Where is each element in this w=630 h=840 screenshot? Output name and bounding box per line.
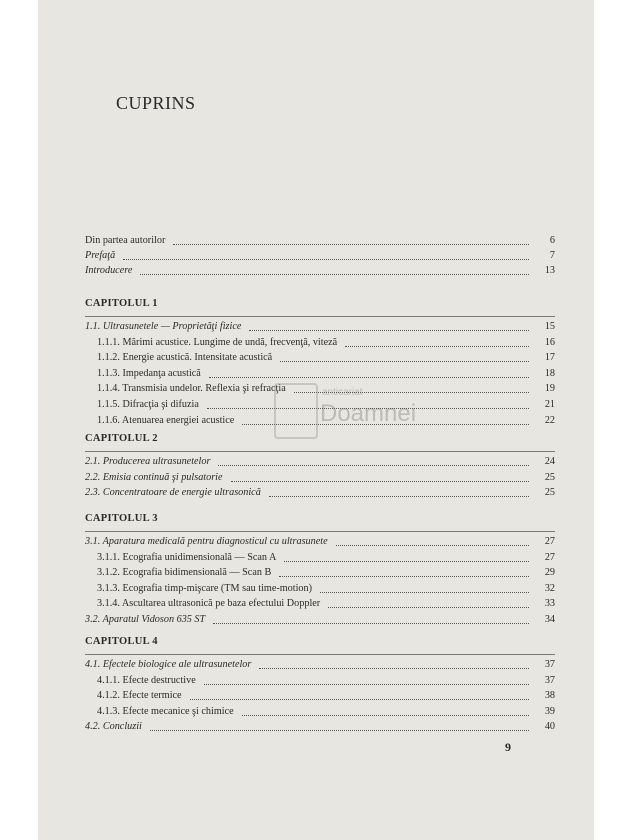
dot-leader bbox=[328, 598, 529, 608]
toc-entry-page: 17 bbox=[544, 352, 555, 364]
toc-entry-label: 3.1.2. Ecografia bidimensională — Scan B bbox=[97, 567, 272, 579]
toc-entry-label: Prefaţă bbox=[85, 250, 116, 262]
toc-entry-label: 4.2. Concluzii bbox=[85, 721, 142, 733]
dot-leader bbox=[279, 567, 529, 577]
toc-entry bbox=[97, 367, 555, 381]
page-number: 9 bbox=[505, 740, 511, 754]
dot-leader bbox=[209, 368, 529, 378]
toc-entry-page: 27 bbox=[544, 536, 555, 547]
toc-entry-label: 4.1.3. Efecte mecanice şi chimice bbox=[97, 705, 234, 717]
dot-leader bbox=[140, 265, 529, 275]
toc-entry-label: 1.1.4. Transmisia undelor. Reflexia şi refracţia bbox=[97, 383, 286, 395]
toc-entry-label: 1.1.2. Energie acustică. Intensitate acustică bbox=[97, 352, 273, 364]
toc-entry-page: 22 bbox=[544, 414, 555, 426]
toc-entry bbox=[85, 471, 555, 485]
chapter-heading: CAPITOLUL 2 bbox=[85, 433, 158, 444]
toc-entry-page: 37 bbox=[544, 674, 555, 686]
book-page bbox=[38, 0, 594, 840]
toc-entry-page: 39 bbox=[544, 705, 555, 717]
toc-entry-page: 7 bbox=[549, 250, 555, 262]
chapter-heading: CAPITOLUL 1 bbox=[85, 298, 158, 309]
toc-entry-page: 6 bbox=[549, 235, 555, 246]
dot-leader bbox=[259, 659, 529, 669]
chapter-heading: CAPITOLUL 4 bbox=[85, 636, 158, 647]
toc-entry bbox=[97, 597, 555, 611]
dot-leader bbox=[204, 675, 529, 685]
toc-entry bbox=[85, 613, 555, 627]
toc-entry-page: 37 bbox=[544, 659, 555, 670]
dot-leader bbox=[190, 690, 529, 700]
toc-entry-label: 2.3. Concentratoare de energie ultrasonică bbox=[85, 487, 261, 499]
book-icon bbox=[274, 383, 318, 439]
toc-entry-page: 25 bbox=[544, 471, 555, 483]
toc-entry bbox=[97, 551, 555, 565]
toc-entry bbox=[97, 705, 555, 719]
toc-entry-label: 2.2. Emisia continuă şi pulsatorie bbox=[85, 471, 223, 483]
toc-entry-label: 2.1. Producerea ultrasunetelor bbox=[85, 456, 211, 467]
toc-entry-page: 18 bbox=[544, 367, 555, 379]
dot-leader bbox=[231, 472, 529, 482]
toc-entry bbox=[97, 336, 555, 350]
dot-leader bbox=[280, 352, 529, 362]
dot-leader bbox=[269, 487, 529, 497]
toc-entry-label: 3.2. Aparatul Vidoson 635 ST bbox=[85, 614, 206, 625]
toc-entry-page: 34 bbox=[544, 614, 555, 625]
toc-entry-page: 16 bbox=[544, 336, 555, 348]
toc-entry-label: Introducere bbox=[85, 265, 133, 277]
toc-entry-label: 1.1.6. Atenuarea energiei acustice bbox=[97, 414, 235, 426]
toc-entry-page: 19 bbox=[544, 383, 555, 395]
toc-entry-page: 13 bbox=[544, 265, 555, 277]
toc-entry-label: 4.1. Efectele biologice ale ultrasunetelor bbox=[85, 659, 252, 670]
toc-entry-label: 3.1.3. Ecografia timp-mişcare (TM sau time-motion) bbox=[97, 582, 313, 594]
dot-leader bbox=[284, 552, 529, 562]
toc-entry bbox=[85, 455, 555, 469]
toc-entry bbox=[85, 320, 555, 334]
toc-entry bbox=[85, 234, 555, 248]
dot-leader bbox=[173, 235, 529, 245]
dot-leader bbox=[213, 614, 529, 624]
toc-entry bbox=[97, 689, 555, 703]
toc-entry bbox=[97, 582, 555, 596]
toc-entry-label: 3.1. Aparatura medicală pentru diagnosticul cu ultrasunete bbox=[85, 536, 328, 547]
watermark-logo bbox=[274, 383, 444, 439]
page-title: CUPRINS bbox=[116, 93, 196, 113]
toc-entry bbox=[85, 486, 555, 500]
toc-entry-label: 1.1.1. Mărimi acustice. Lungime de undă, frecvenţă, viteză bbox=[97, 336, 338, 348]
dot-leader bbox=[345, 337, 529, 347]
toc-entry-label: 1.1.3. Impedanţa acustică bbox=[97, 367, 201, 379]
toc-entry bbox=[97, 566, 555, 580]
toc-entry-label: Din partea autorilor bbox=[85, 235, 166, 246]
toc-entry bbox=[85, 264, 555, 278]
toc-entry-page: 29 bbox=[544, 567, 555, 579]
toc-entry bbox=[97, 351, 555, 365]
toc-entry-page: 33 bbox=[544, 598, 555, 610]
toc-entry-page: 27 bbox=[544, 551, 555, 563]
dot-leader bbox=[249, 321, 529, 331]
dot-leader bbox=[123, 250, 529, 260]
toc-entry-page: 25 bbox=[544, 487, 555, 499]
section-divider bbox=[85, 531, 555, 532]
toc-entry-label: 4.1.1. Efecte destructive bbox=[97, 674, 196, 686]
toc-entry bbox=[85, 535, 555, 549]
dot-leader bbox=[336, 536, 529, 546]
toc-entry-label: 1.1.5. Difracţia şi difuzia bbox=[97, 399, 199, 410]
toc-entry-label: 1.1. Ultrasunetele — Proprietăţi fizice bbox=[85, 321, 242, 332]
toc-entry-page: 40 bbox=[544, 721, 555, 733]
toc-entry bbox=[85, 720, 555, 734]
section-divider bbox=[85, 316, 555, 317]
section-divider bbox=[85, 451, 555, 452]
dot-leader bbox=[218, 456, 529, 466]
watermark-main-text: Doamnei bbox=[320, 400, 417, 427]
toc-entry-label: 4.1.2. Efecte termice bbox=[97, 690, 182, 702]
toc-entry-page: 38 bbox=[544, 690, 555, 702]
dot-leader bbox=[242, 706, 529, 716]
toc-entry-label: 3.1.1. Ecografia unidimensională — Scan A bbox=[97, 551, 277, 563]
toc-entry-page: 32 bbox=[544, 582, 555, 594]
chapter-heading: CAPITOLUL 3 bbox=[85, 513, 158, 524]
toc-entry bbox=[85, 658, 555, 672]
watermark-top-text: anticariat bbox=[322, 387, 363, 398]
toc-entry bbox=[85, 249, 555, 263]
toc-entry bbox=[97, 674, 555, 688]
toc-entry-page: 21 bbox=[544, 399, 555, 410]
section-divider bbox=[85, 654, 555, 655]
toc-entry-page: 15 bbox=[544, 321, 555, 332]
toc-entry-label: 3.1.4. Ascultarea ultrasonică pe baza efectului Doppler bbox=[97, 598, 321, 610]
dot-leader bbox=[150, 721, 529, 731]
toc-entry-page: 24 bbox=[544, 456, 555, 467]
dot-leader bbox=[320, 583, 529, 593]
